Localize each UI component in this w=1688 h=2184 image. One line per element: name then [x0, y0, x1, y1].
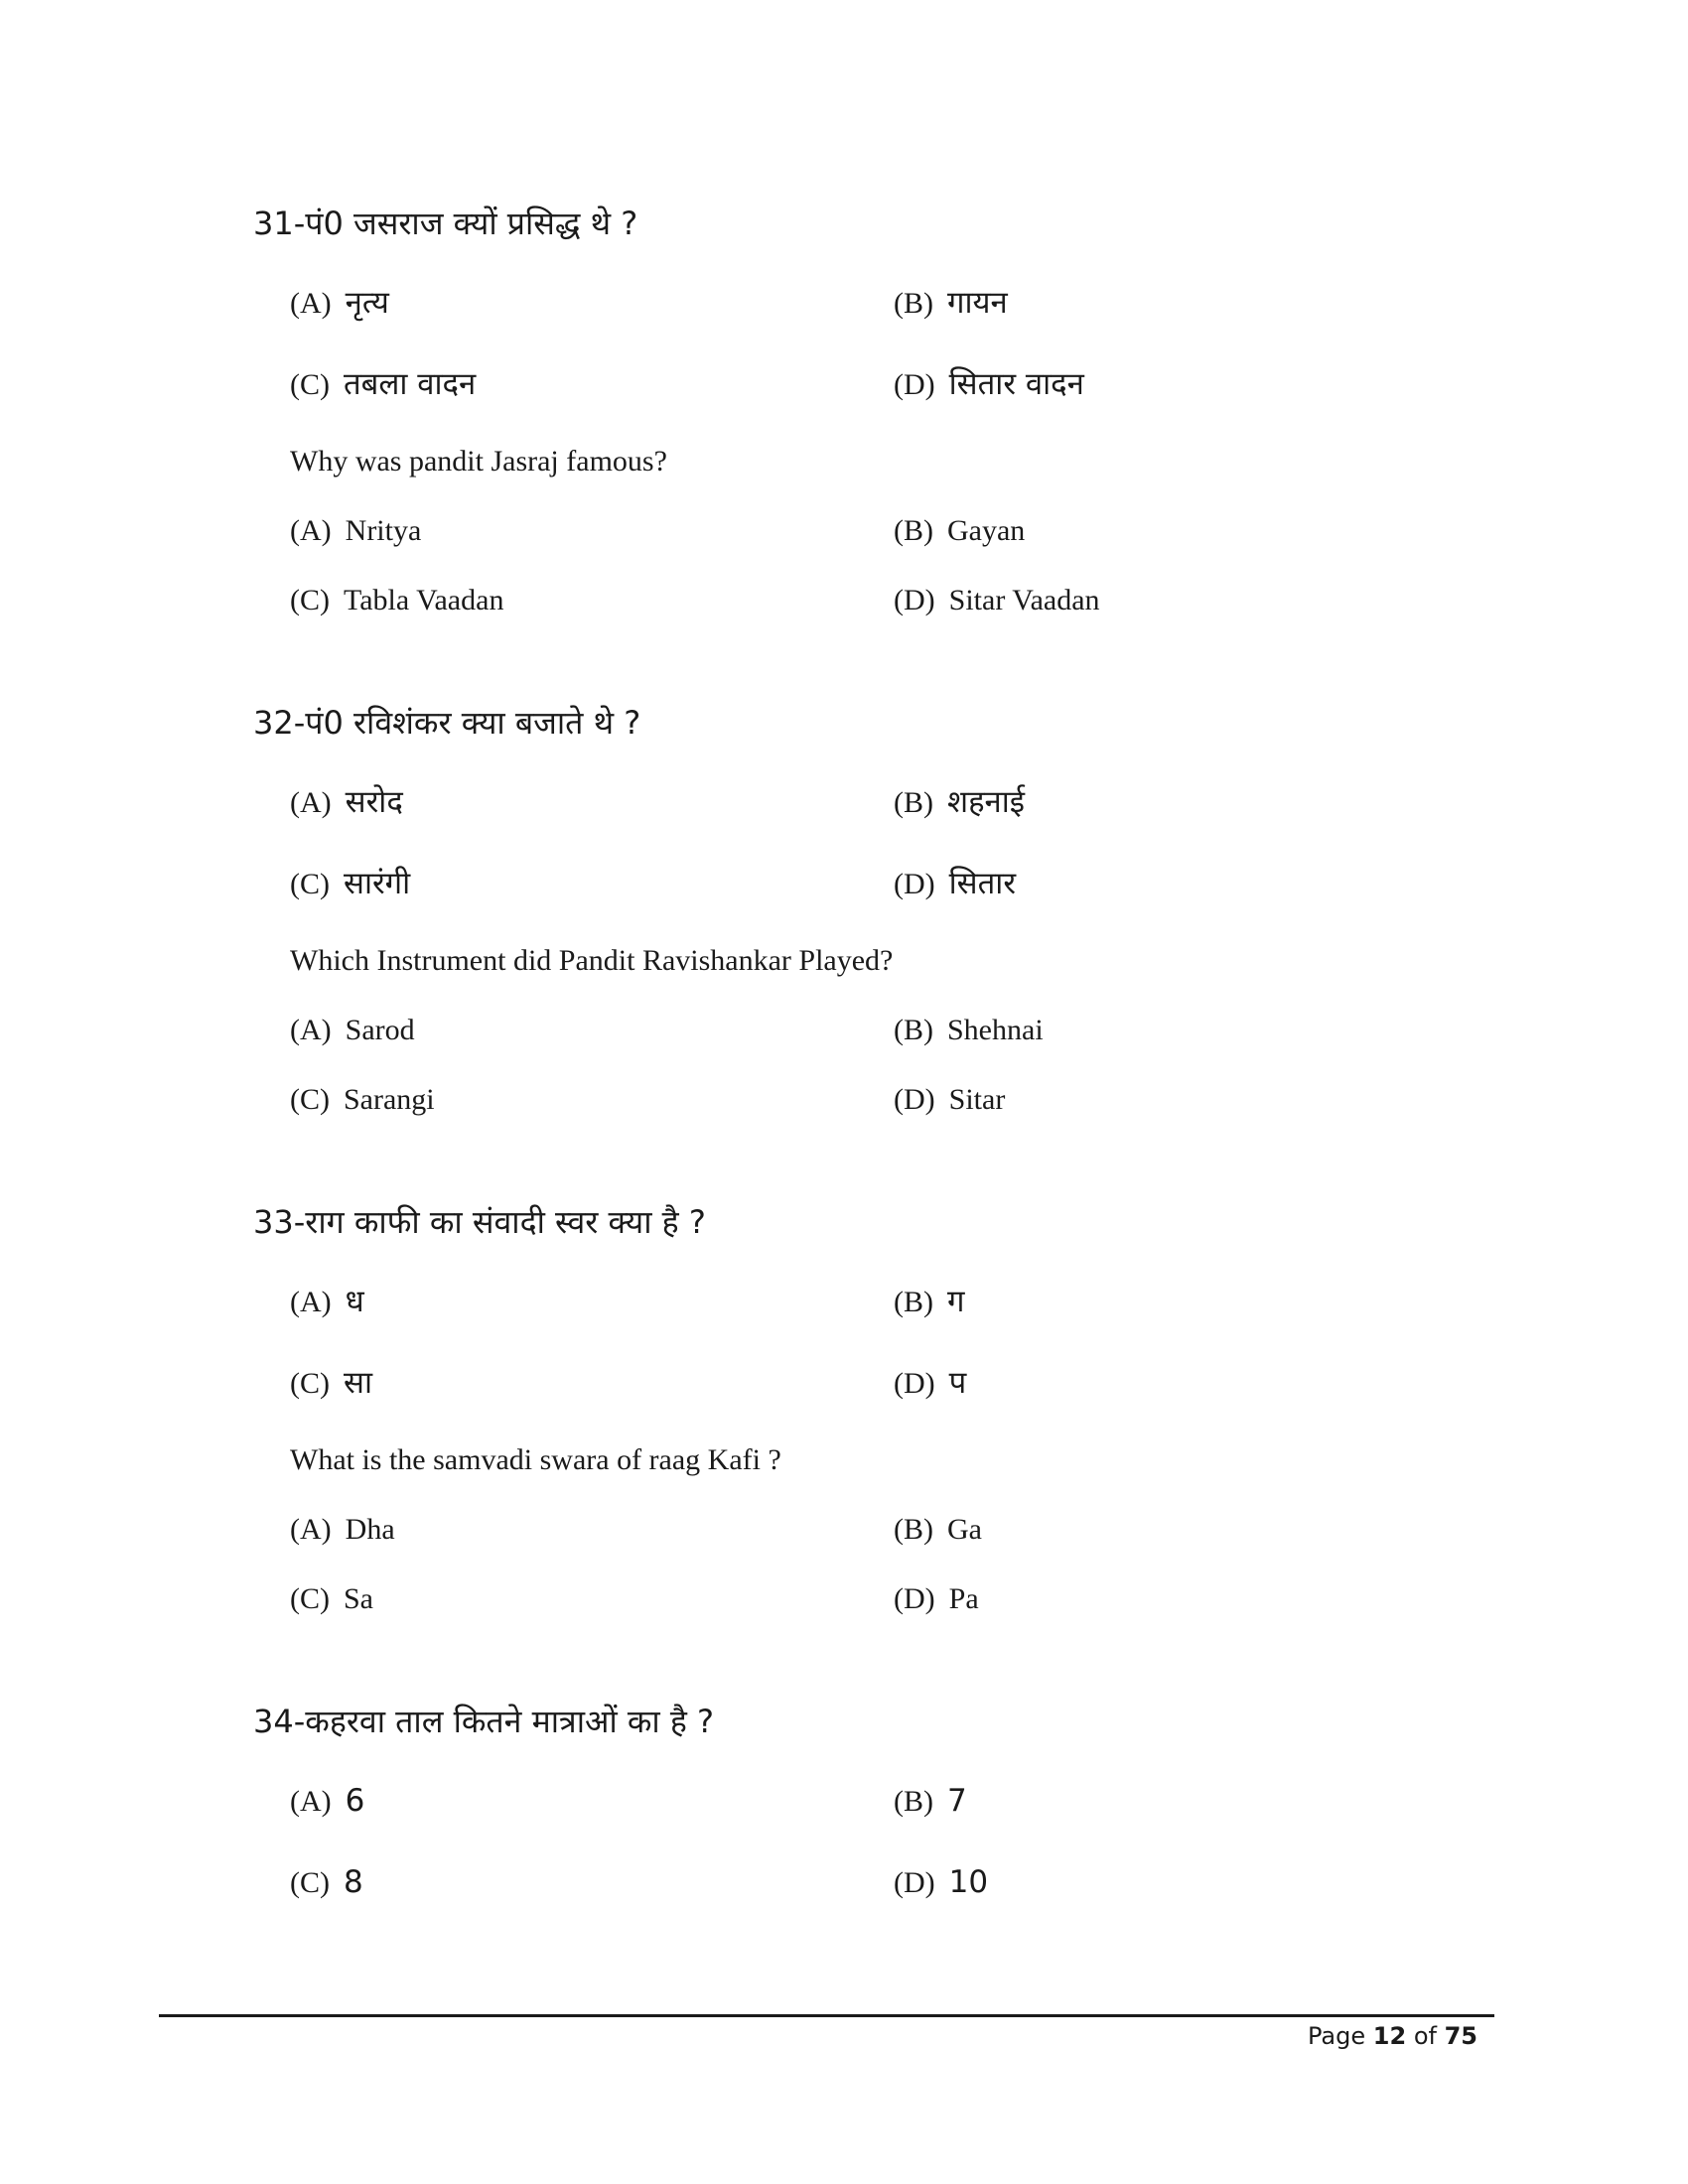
option-d-english: (D) Pa	[894, 1582, 979, 1615]
question-english: Why was pandit Jasraj famous?	[290, 445, 667, 478]
question-english: What is the samvadi swara of raag Kafi ?	[290, 1443, 781, 1476]
option-a-hindi: (A) 6	[290, 1783, 365, 1819]
option-d-hindi: (D) 10	[894, 1864, 989, 1900]
page-number: Page 12 of 75	[1308, 2022, 1477, 2050]
footer-divider	[159, 2014, 1494, 2017]
option-a-hindi: (A) नृत्य	[290, 285, 389, 321]
option-b-english: (B) Gayan	[894, 514, 1026, 547]
option-a-english: (A) Dha	[290, 1513, 395, 1546]
option-a-english: (A) Nritya	[290, 514, 422, 547]
option-c-hindi: (C) सारंगी	[290, 866, 411, 901]
option-b-english: (B) Shehnai	[894, 1014, 1044, 1046]
option-a-hindi: (A) ध	[290, 1284, 364, 1319]
option-d-english: (D) Sitar Vaadan	[894, 584, 1100, 616]
option-c-english: (C) Sa	[290, 1582, 373, 1615]
option-c-hindi: (C) तबला वादन	[290, 366, 477, 402]
option-c-hindi: (C) सा	[290, 1365, 372, 1401]
option-a-hindi: (A) सरोद	[290, 784, 403, 820]
option-c-english: (C) Sarangi	[290, 1083, 435, 1116]
option-b-hindi: (B) 7	[894, 1783, 967, 1819]
question-hindi: 32-पं0 रविशंकर क्या बजाते थे ?	[253, 704, 641, 742]
option-d-hindi: (D) प	[894, 1365, 967, 1401]
question-hindi: 34-कहरवा ताल कितने मात्राओं का है ?	[253, 1703, 715, 1740]
option-c-english: (C) Tabla Vaadan	[290, 584, 504, 616]
total-pages: 75	[1444, 2022, 1477, 2050]
current-page: 12	[1372, 2022, 1407, 2050]
option-d-english: (D) Sitar	[894, 1083, 1006, 1116]
question-hindi: 31-पं0 जसराज क्यों प्रसिद्ध थे ?	[253, 205, 638, 242]
option-a-english: (A) Sarod	[290, 1014, 415, 1046]
option-d-hindi: (D) सितार	[894, 866, 1017, 901]
option-b-hindi: (B) गायन	[894, 285, 1008, 321]
option-b-hindi: (B) शहनाई	[894, 784, 1025, 820]
question-english: Which Instrument did Pandit Ravishankar Played?	[290, 944, 894, 977]
question-hindi: 33-राग काफी का संवादी स्वर क्या है ?	[253, 1203, 706, 1241]
option-b-english: (B) Ga	[894, 1513, 982, 1546]
option-d-hindi: (D) सितार वादन	[894, 366, 1084, 402]
option-b-hindi: (B) ग	[894, 1284, 965, 1319]
option-c-hindi: (C) 8	[290, 1864, 363, 1900]
